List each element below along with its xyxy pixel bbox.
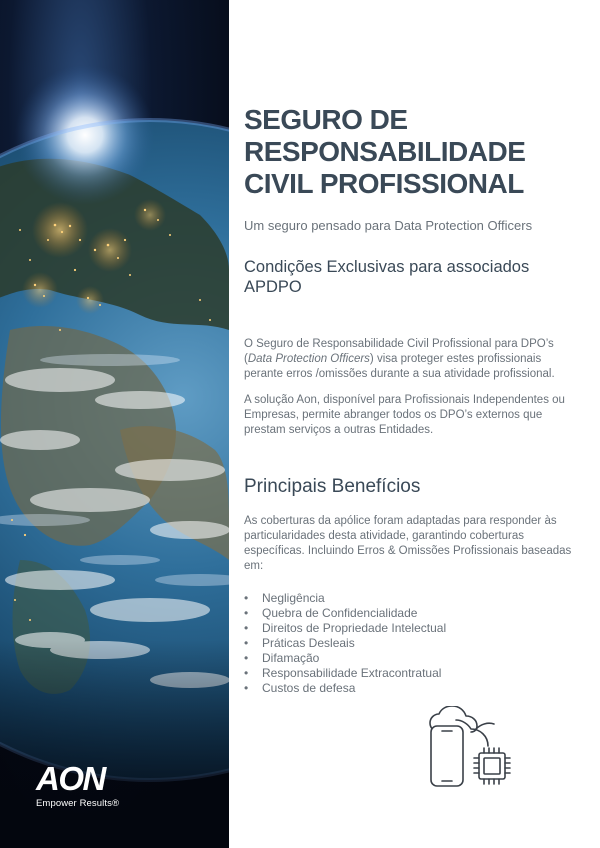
earth-globe-image [0,0,229,848]
earth-image-panel [0,0,229,848]
list-item-label: Direitos de Propriedade Intelectual [262,621,447,635]
page-title [244,104,574,200]
list-item [244,606,574,621]
content-column [244,104,574,696]
exclusive-conditions-heading: Condições Exclusivas para associados APDPO [244,258,530,296]
list-item-label: Custos de defesa [262,681,356,695]
list-item [244,666,574,681]
benefits-list [244,591,574,696]
intro-p1-italic: Data Protection Officers [247,353,370,365]
intro-p1-after: ) visa proteger estes profissionais perante erros /omissões durante a sua atividade profissional. [244,353,555,380]
list-item [244,681,574,696]
intro-paragraph-1 [244,337,574,382]
list-item [244,636,574,651]
list-item [244,621,574,636]
cloud-phone-chip-icon [426,706,526,796]
bullet-icon: • [244,636,249,650]
list-item-label: Práticas Desleais [262,636,355,650]
title-line-3: CIVIL PROFISSIONAL [244,168,524,199]
list-item-label: Responsabilidade Extracontratual [262,666,442,680]
bullet-icon: • [244,591,249,605]
benefits-description: As coberturas da apólice foram adaptadas para responder às particularidades desta atividade, garantindo coberturas específicas. Incluindo Erros & Omissões Profissionais baseadas em: [244,515,572,572]
intro-paragraph-2: A solução Aon, disponível para Profissionais Independentes ou Empresas, permite abranger todos os DPO’s externos que prestam serviços a outras Entidades. [244,394,565,436]
bullet-icon: • [244,666,249,680]
aon-tagline: Empower Results® [36,798,120,809]
aon-logo [36,762,186,809]
title-line-2: RESPONSABILIDADE [244,136,526,167]
aon-logo-mark: AON [36,760,105,797]
bullet-icon: • [244,621,249,635]
list-item-label: Difamação [262,651,320,665]
list-item [244,651,574,666]
benefits-heading: Principais Benefícios [244,476,421,497]
list-item-label: Quebra de Confidencialidade [262,606,418,620]
subtitle: Um seguro pensado para Data Protection Officers [244,218,533,233]
intro-p1-before: O Seguro de Responsabilidade Civil Profissional para DPO’s ( [244,338,554,365]
bullet-icon: • [244,651,249,665]
list-item-label: Negligência [262,591,325,605]
title-line-1: SEGURO DE [244,104,408,135]
list-item [244,591,574,606]
bullet-icon: • [244,606,249,620]
bullet-icon: • [244,681,249,695]
